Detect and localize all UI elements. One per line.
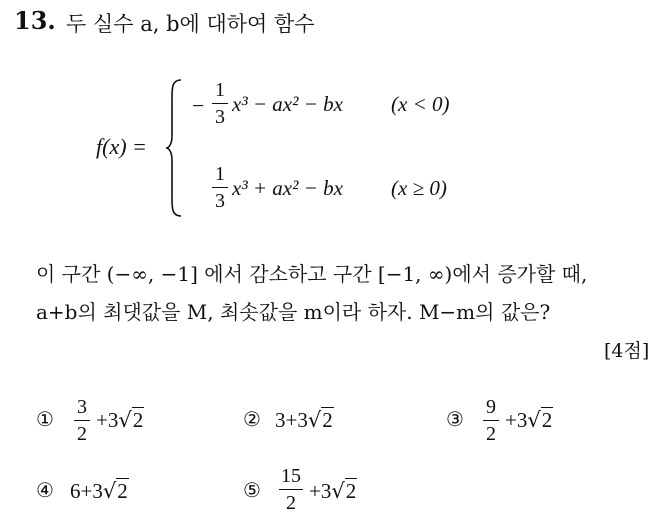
choice-3-marker[interactable]: ③ (446, 407, 464, 431)
case1-neg: − (192, 93, 205, 118)
function-label: f(x) = (96, 134, 147, 159)
choice-4-value: 6+3√2 (70, 479, 128, 503)
sqrt-symbol: √2 (102, 479, 128, 503)
case1-condition: (x < 0) (391, 92, 450, 116)
sqrt-symbol: √2 (307, 408, 333, 432)
case2-condition: (x ≥ 0) (391, 176, 447, 200)
case2-expr: x³ + ax² − bx (232, 176, 343, 200)
choice-3-value: +3√2 (505, 408, 553, 432)
question-line-2: a+b의 최댓값을 M, 최솟값을 m이라 하자. M−m의 값은? (36, 300, 551, 324)
choice-2-marker[interactable]: ② (243, 407, 261, 431)
choice-5-fraction (279, 466, 303, 513)
choice-1-frac-den: 2 (77, 423, 87, 445)
case2-fraction (212, 164, 228, 211)
sqrt-symbol: √2 (527, 408, 553, 432)
left-brace (165, 78, 185, 218)
choice-5-frac-num: 15 (281, 465, 301, 487)
case1-frac-num: 1 (215, 79, 225, 101)
choice-1-frac-num: 3 (77, 396, 87, 418)
case2-frac-num: 1 (215, 163, 225, 185)
choice-5-value: +3√2 (309, 479, 357, 503)
question-line-1: 이 구간 (−∞, −1] 에서 감소하고 구간 [−1, ∞)에서 증가할 때, (36, 262, 588, 286)
choice-5-frac-den: 2 (286, 492, 296, 514)
question-number: 13. (14, 6, 56, 35)
choice-3-frac-num: 9 (486, 396, 496, 418)
choice-3-fraction (483, 397, 499, 444)
sqrt-symbol: √2 (118, 408, 144, 432)
case2-frac-den: 3 (215, 190, 225, 212)
sqrt-symbol: √2 (331, 479, 357, 503)
points-badge: [4점] (604, 340, 650, 362)
choice-2-value: 3+3√2 (275, 408, 333, 432)
choice-1-marker[interactable]: ① (36, 407, 54, 431)
choice-3-frac-den: 2 (486, 423, 496, 445)
case1-expr: x³ − ax² − bx (232, 92, 343, 116)
case1-fraction (212, 80, 228, 127)
choice-1-value: +3√2 (96, 408, 144, 432)
choice-1-fraction (74, 397, 90, 444)
choice-4-marker[interactable]: ④ (36, 478, 54, 502)
choice-5-marker[interactable]: ⑤ (243, 478, 261, 502)
case1-frac-den: 3 (215, 106, 225, 128)
question-intro: 두 실수 a, b에 대하여 함수 (66, 12, 315, 36)
